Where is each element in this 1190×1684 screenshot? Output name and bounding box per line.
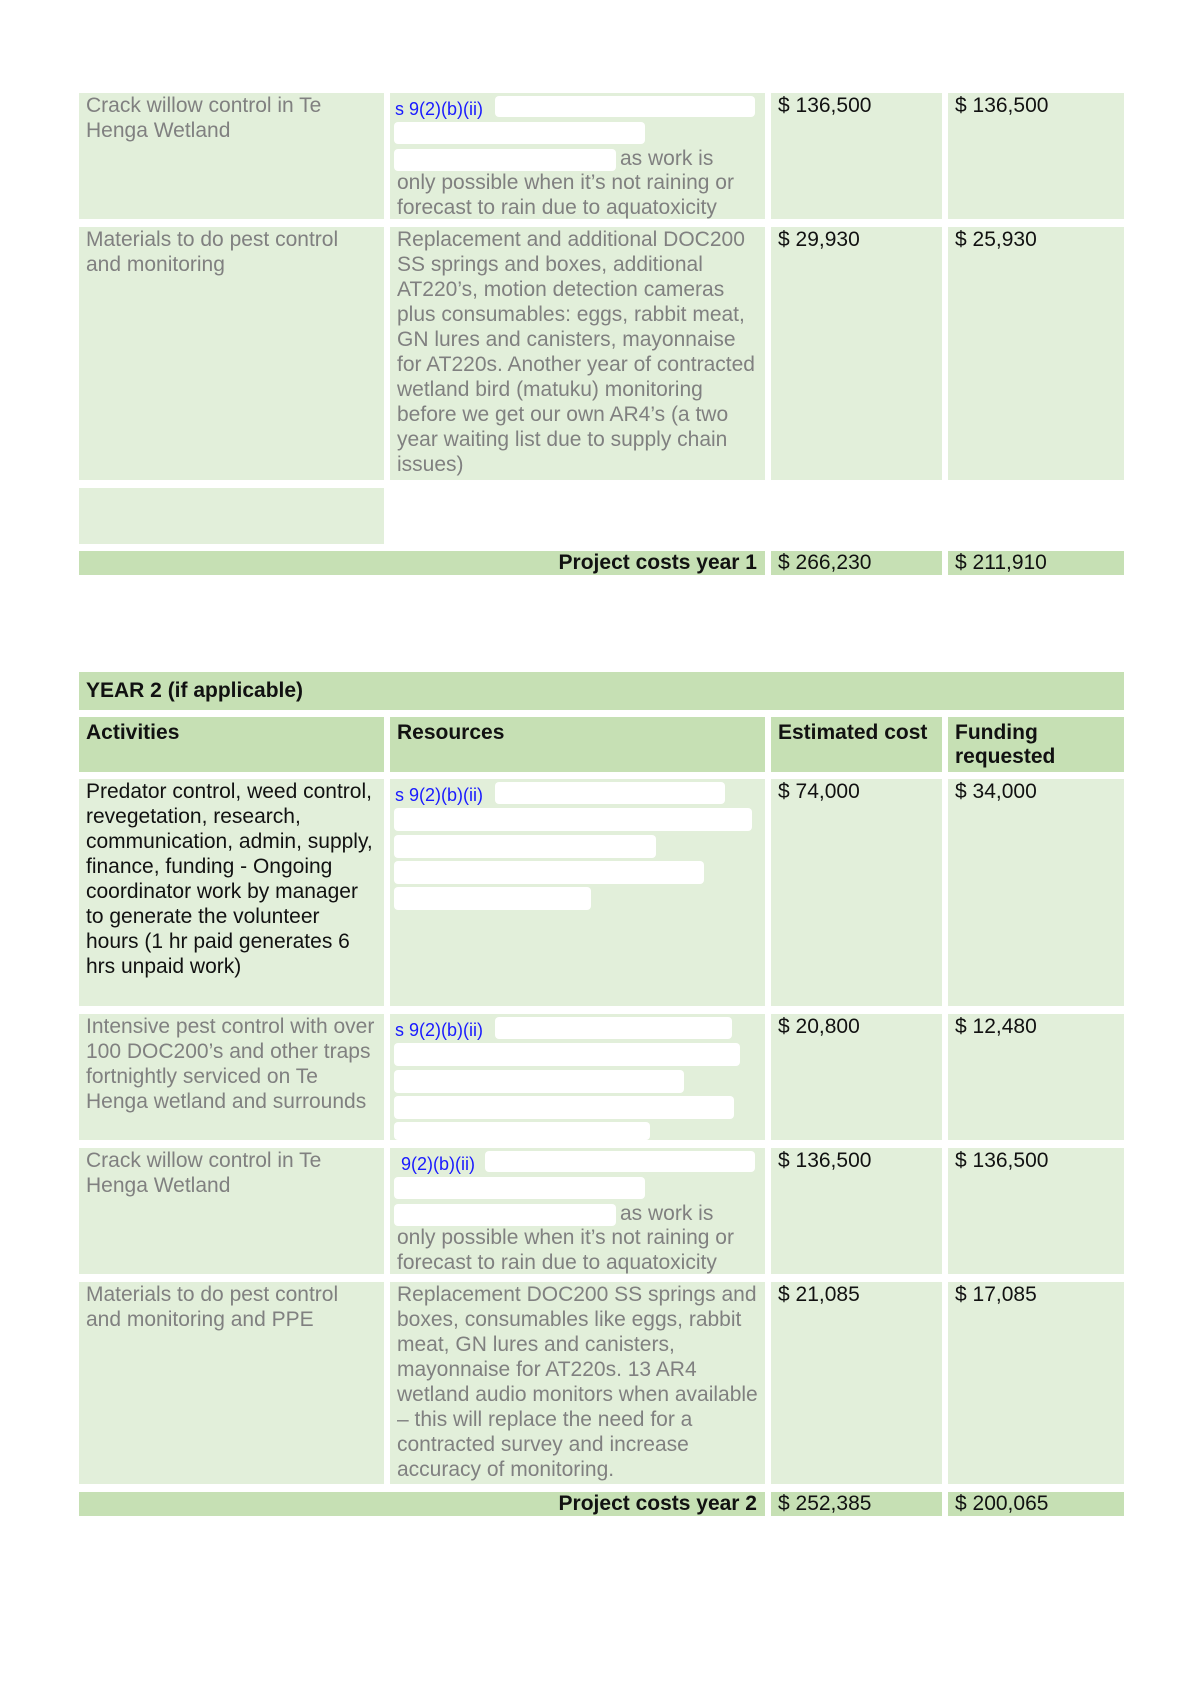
activity-text: Intensive pest control with over 100 DOC200’s and other traps fortnightly serviced on Te Henga wetland and surrounds [86, 1015, 375, 1113]
total-requested: $ 211,910 [955, 551, 1047, 574]
resource-tail-text: as work is [620, 1202, 714, 1225]
activity-cell [79, 1014, 384, 1140]
estimated-cost: $ 29,930 [778, 228, 860, 251]
activity-text: Crack willow control in Te Henga Wetland [86, 1149, 322, 1197]
redaction-block [394, 122, 645, 144]
funding-requested-cell [948, 1282, 1124, 1484]
redaction-block [394, 1070, 684, 1093]
header-resources [390, 717, 765, 772]
header-activities-label: Activities [86, 721, 180, 744]
header-resources-label: Resources [397, 721, 505, 744]
estimated-cost: $ 136,500 [778, 1149, 872, 1172]
resource-text: Replacement DOC200 SS springs and boxes, consumables like eggs, rabbit meat, GN lures and canisters, mayonnaise for AT220s. 13 AR4 wetland audio monitors when available – this will replace the need for a contracted survey and increase accuracy of monitoring. [397, 1283, 758, 1481]
header-activities [79, 717, 384, 772]
funding-requested-cell [948, 779, 1124, 1006]
funding-requested: $ 12,480 [955, 1015, 1037, 1038]
empty-cell [79, 488, 384, 544]
header-requested-label: Funding requested [955, 721, 1056, 768]
total-label-cell [79, 1492, 765, 1516]
total-requested: $ 200,065 [955, 1492, 1049, 1515]
activity-cell [79, 1148, 384, 1274]
resource-text: only possible when it’s not raining or forecast to rain due to aquatoxicity [397, 1226, 734, 1274]
funding-requested-cell [948, 93, 1124, 219]
estimated-cost-cell [771, 93, 942, 219]
total-requested-cell [948, 551, 1124, 575]
total-label-cell [79, 551, 765, 575]
activity-text: Materials to do pest control and monitoring [86, 228, 339, 276]
header-estimated-label: Estimated cost [778, 721, 928, 744]
redaction-block [394, 835, 656, 858]
resource-tail-text: as work is [620, 147, 714, 170]
redaction-block [394, 1177, 645, 1199]
resources-cell [390, 1014, 765, 1140]
funding-requested: $ 17,085 [955, 1283, 1037, 1306]
header-estimated [771, 717, 942, 772]
redaction-reference: s 9(2)(b)(ii) [395, 785, 483, 805]
resources-cell [390, 1148, 765, 1274]
activity-cell [79, 227, 384, 480]
estimated-cost: $ 74,000 [778, 780, 860, 803]
header-requested [948, 717, 1124, 772]
redaction-block [394, 1122, 650, 1140]
redaction-reference: 9(2)(b)(ii) [401, 1154, 475, 1174]
section-title: YEAR 2 (if applicable) [86, 679, 304, 702]
activity-cell [79, 779, 384, 1006]
section-title-cell [79, 672, 1124, 710]
redaction-block [394, 149, 616, 171]
estimated-cost: $ 21,085 [778, 1283, 860, 1306]
redaction-block [495, 96, 755, 117]
redaction-block [394, 1096, 734, 1119]
funding-requested: $ 25,930 [955, 228, 1037, 251]
resources-cell [390, 779, 765, 1006]
funding-requested: $ 34,000 [955, 780, 1037, 803]
funding-requested-cell [948, 1014, 1124, 1140]
funding-requested: $ 136,500 [955, 1149, 1049, 1172]
total-label: Project costs year 2 [558, 1492, 757, 1515]
estimated-cost: $ 20,800 [778, 1015, 860, 1038]
estimated-cost-cell [771, 1148, 942, 1274]
redaction-block [394, 1043, 740, 1066]
estimated-cost-cell [771, 779, 942, 1006]
redaction-block [485, 1151, 755, 1172]
total-estimated-cell [771, 1492, 942, 1516]
estimated-cost-cell [771, 227, 942, 480]
resources-cell [390, 227, 765, 480]
redaction-block [394, 1204, 616, 1226]
total-estimated: $ 266,230 [778, 551, 872, 574]
total-requested-cell [948, 1492, 1124, 1516]
resource-text: Replacement and additional DOC200 SS springs and boxes, additional AT220’s, motion detection cameras plus consumables: eggs, rabbit meat, GN lures and canisters, mayonnaise for AT220s. Another year of contracted wetland bird (matuku) monitoring before we get our own AR4’s (a two year waiting list due to supply chain issues) [397, 228, 755, 476]
funding-requested: $ 136,500 [955, 94, 1049, 117]
redaction-reference: s 9(2)(b)(ii) [395, 1020, 483, 1040]
funding-requested-cell [948, 227, 1124, 480]
activity-text: Predator control, weed control, revegetation, research, communication, admin, supply, finance, funding - Ongoing coordinator work by manager to generate the volunteer hours (1 hr paid generates 6 hrs unpaid work) [86, 780, 373, 978]
redaction-block [495, 1017, 732, 1039]
total-label: Project costs year 1 [558, 551, 757, 574]
redaction-reference: s 9(2)(b)(ii) [395, 99, 483, 119]
activity-text: Crack willow control in Te Henga Wetland [86, 94, 322, 142]
estimated-cost: $ 136,500 [778, 94, 872, 117]
redaction-block [394, 808, 752, 831]
total-estimated: $ 252,385 [778, 1492, 872, 1515]
estimated-cost-cell [771, 1014, 942, 1140]
total-estimated-cell [771, 551, 942, 575]
resources-cell [390, 93, 765, 219]
activity-text: Materials to do pest control and monitoring and PPE [86, 1283, 339, 1331]
redaction-block [394, 887, 591, 910]
activity-cell [79, 93, 384, 219]
redaction-block [495, 782, 725, 804]
redaction-block [394, 861, 704, 884]
activity-cell [79, 1282, 384, 1484]
resources-cell [390, 1282, 765, 1484]
resource-text: only possible when it’s not raining or forecast to rain due to aquatoxicity [397, 171, 734, 219]
estimated-cost-cell [771, 1282, 942, 1484]
funding-requested-cell [948, 1148, 1124, 1274]
